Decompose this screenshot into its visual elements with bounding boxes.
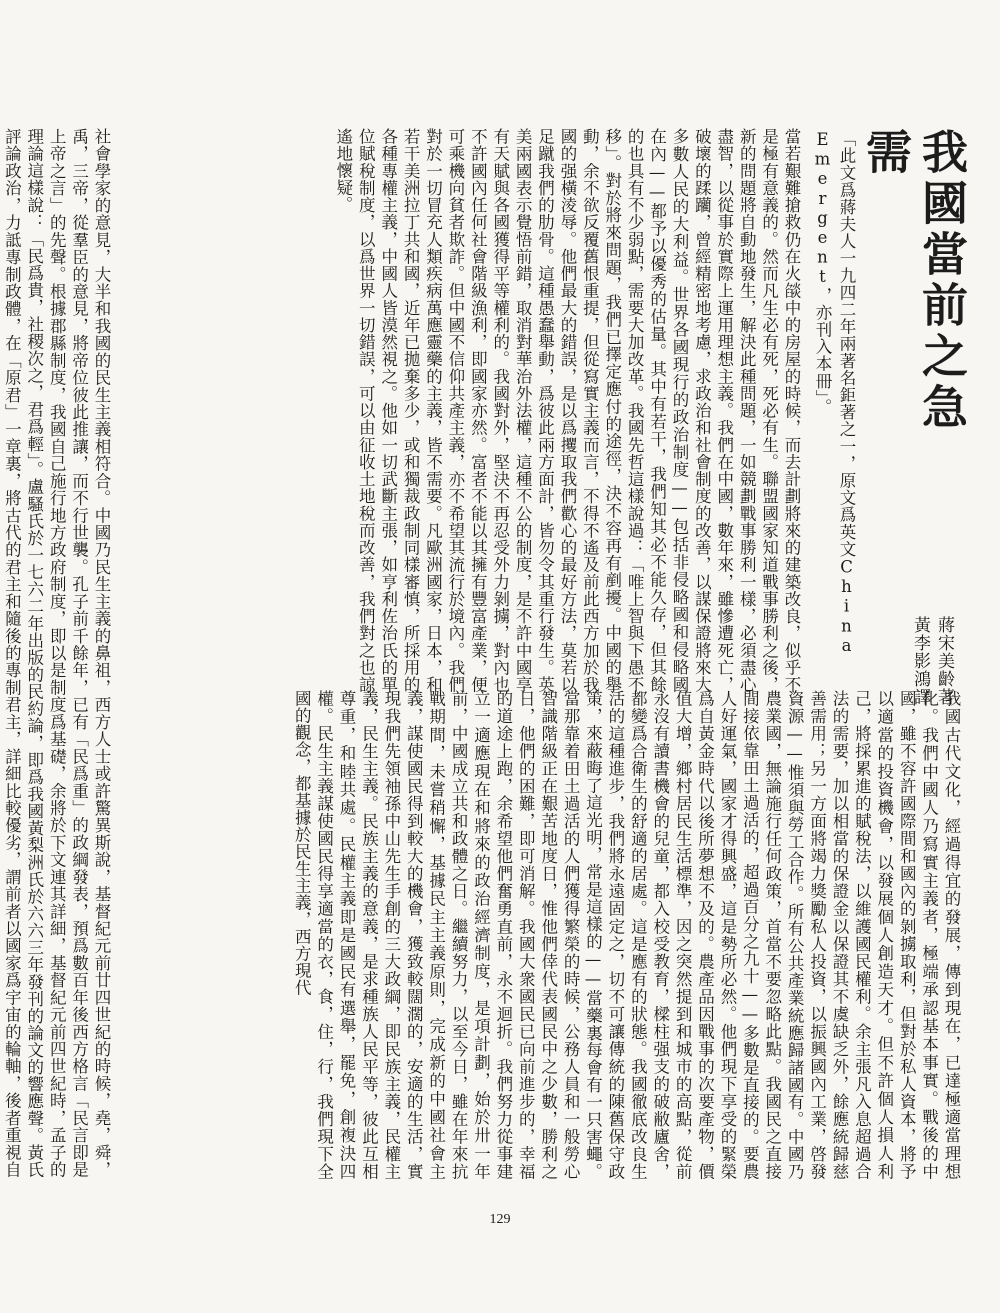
article-title: 我國當前之急需 [859,128,969,434]
body-text-block-3: 社會學家的意見，大半和我國的民生主義相符合。中國乃民生主義的鼻祖，西方人士或許驚異斯說，基督紀元前廿四世紀的時候，堯，舜，禹，三帝，從羣臣的意見，將帝位彼此推讓，而不行世襲。孔子前千餘年，已有「民爲重」的政綱發表，預爲數百年後西方格言「民言即是上帝之言」的先聲。根據郡縣制度，我國自己施行地方政府制度，即以是制度爲基礎，余將於下文連其詳細，基督紀元前四世紀時，孟子的理論這樣說：「民爲貴，社稷次之，君爲輕」。盧騷氏於一七六二年出版的民約論，即爲我國黃梨洲氏於六六三年發刊的論文的響應聲。黃氏評論政治，力詆專制政體，在「原君」一章裏，將古代的君主和隨後的專制君主，詳細比較優劣，謂前者以國家爲宇宙的輪軸，後者重視自 [2,128,111,1178]
body-text-block-1: 當若艱難搶救仍在火燄中的房屋的時候，而去計劃將來的建築改良，似乎不是極有意義的。然而凡生必有死，死必有生。聯盟國家知道戰事勝利之後，新的問題將自動地發生，解決此種問題，一如競劃戰事勝利一樣，必須盡心盡智，以從事於實際上運用理想主義。我們在中國，數年來，雖慘遭死亡，破壞的蹂躪，曾經精密地考慮，求政治和社會制度的改善，以謀保證將來大多數人民的大利益。世界各國現行的政治制度——包括非侵略國和侵略國在內——都予以優秀的估量。其中有若干，我們知其必不能久存，但其餘的也具有不少弱點，需要大加改革。我國先哲這樣說過：「唯上智與下愚不移」。對於將來問題，我們已擇定應付的途徑，決不容再有剷擾。中國的舉動，余不欲反覆舊恨重提，但從寫實主義而言，不得不遙及前此西方加於我國的强橫淩辱。他們最大的錯誤，是以爲攫取我們歡心的最好方法，莫若以足蹴我們的肋骨。這種愚蠢舉動，爲彼此兩方面計，皆勿令其重行發生。英美兩國表示覺悟前錯，取消對華治外法權，這種不公的制度，是不許中國享有天賦與各國獲得平等權利的。我國對外，堅決不再忍受外力剝擄，對內也不許國內任何社會階級漁利，即國家亦然。富者不能以其擁有豐富產業，便可乘機向貧者欺詐。但中國不信仰共產主義，亦不希望其流行於境內。我們對於一切冒充人類疾病萬應靈藥的主義，皆不需要。凡歐洲國家，日本，和若干美洲拉丁共和國，近年已拋棄多少，或和獨裁政制同樣審慎，所採用的各種專權主義，中國人皆漠然視之。他如一切武斷主張，如亨利佐治氏的單位賦稅制度，以爲世界一切錯誤，可以由征收土地稅而改善，我們對之也諒遙地懷疑。 [333,128,801,693]
page-number: 129 [489,1212,511,1227]
author-name: 蔣宋美齡著 [934,616,954,706]
translator-name: 黃李影鴻譯 [910,616,930,706]
body-text-block-2: 我國古代文化，經過得宜的發展，傳到現在，已達極適當理想化。我們中國人乃寫實主義者，極端承認基本事實。戰後的中國，雖不容許國際間和國內的剝擄取利，但對於私人資本，將予以適當的投資機會，以發展個人創造天才。但不許個人損人利己，將採累進的賦稅法，以維護國民權利。余主張凡入息超過合法的需要，加以相當的保證金以保證其不虞缺乏外，餘應統歸慈善需用；另一方面將竭力獎勵私人投資，以振興國內工業，啓發資源——惟須與勞工合作。所有公共產業統應歸諸國有。中國乃農業國，無論施行任何政策，首當不要忽略此點。我國民之直接間接依靠田土過活的，超過百分之九十——多數是直接的。要農人好運氣，國家才得興盛，這是勢所必然。他們現下享受的緊榮爲自黃金時代以後所夢想不及的。農產品因戰事的次要產物，價值大增，鄉村居民生活標準，因之突然提到和城市的高點，從前永沒有讀書機會的兒童，都入校受教育，樑柱强支的破敝廬舍，都變爲合衛生的舒適的居處。這是應有的狀態。我國徹底改良生活的這種進步，我們將永遠固定之，切不可讓傳統的陳舊保守政策，來蔽晦了這光明，常是這樣的——當藥裏每會有一只害蠅。當那靠着田土過活的人們獲得繁榮的時候，公務人員和一般勞心智識階級正在艱苦地度日，惟他們倖代表國民中之少數，勝利之日，他們的困難，即可消解。我國大衆國民已向前進步的，幸福的道途上跑，余希望他們奮勇直前，永不迴折。我們努力從事建立一適應現在和將來的政治經濟制度，是項計劃，始於卅一年前，中國成立共和政體之日。繼續努力，以至今日，雖在年來抗戰期間，未嘗稍懈，基據民主主義原則，完成新的中國社會主義，謀使國民得到較大的機會，獲致較闊濶的，安適的生活，實現我們先領袖孫中山先生手創的三大政綱，即民族主義，民權主義，民生主義。民族主義的意義，是求種族人民平等，彼此互相尊重，和睦共處。民權主義即是國民有選舉，罷免，創複決四權。民生主義謀使國民得享適當的衣，食，住，行，我們現下全國的觀念，都基據於民生主義，西方現代 [292,690,961,1180]
article-note: 「此文爲蔣夫人一九四二年兩著名鉅著之一，原文爲英文China Emergent，亦刊入本冊」。 [813,130,856,656]
